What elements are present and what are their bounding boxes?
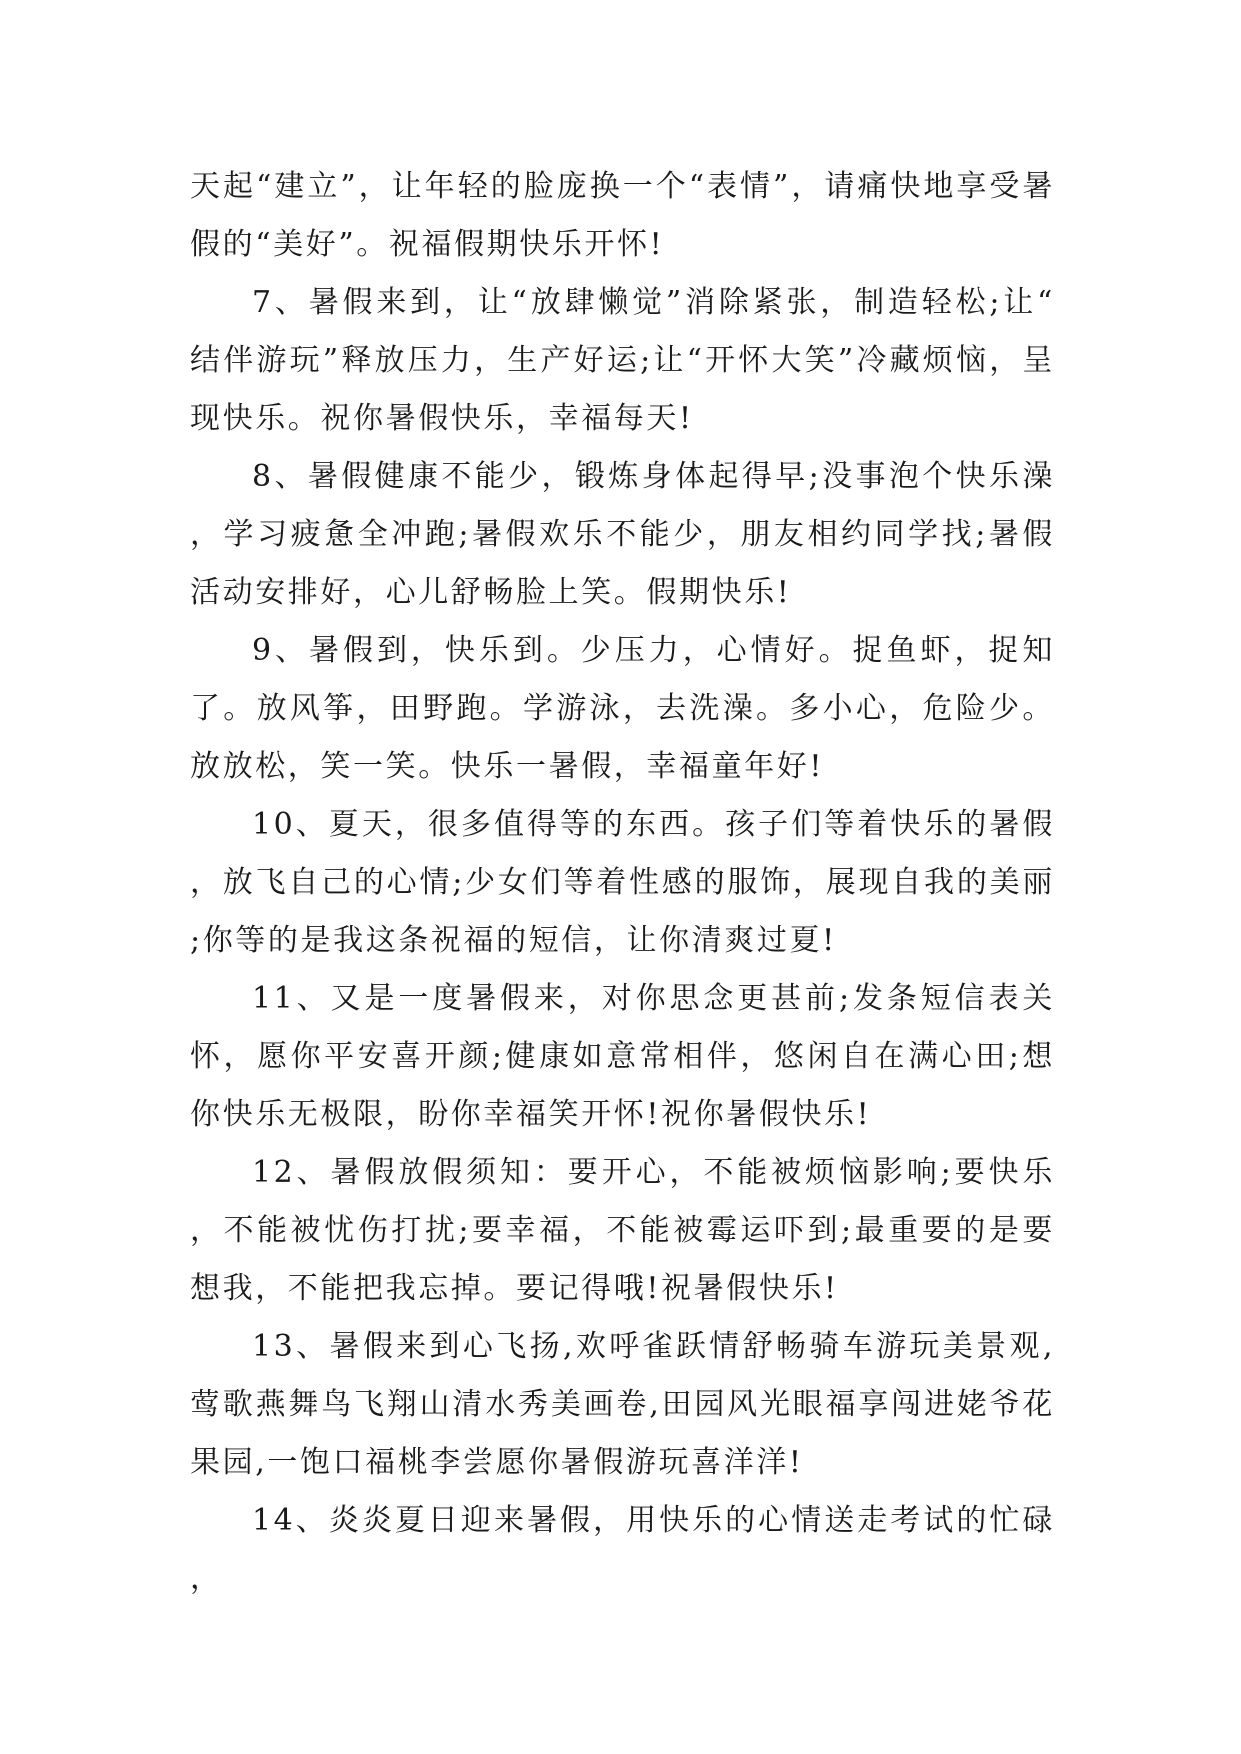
paragraph-item-12: 12、暑假放假须知：要开心，不能被烦恼影响;要快乐，不能被忧伤打扰;要幸福，不能被霉运吓到;最重要的是要想我，不能把我忘掉。要记得哦!祝暑假快乐! <box>190 1155 1055 1306</box>
paragraph-item-8: 8、暑假健康不能少，锻炼身体起得早;没事泡个快乐澡，学习疲惫全冲跑;暑假欢乐不能少，朋友相约同学找;暑假活动安排好，心儿舒畅脸上笑。假期快乐! <box>190 459 1055 610</box>
paragraph-item-10: 10、夏天，很多值得等的东西。孩子们等着快乐的暑假，放飞自己的心情;少女们等着性感的服饰，展现自我的美丽;你等的是我这条祝福的短信，让你清爽过夏! <box>190 807 1055 958</box>
paragraph-item-11: 11、又是一度暑假来，对你思念更甚前;发条短信表关怀，愿你平安喜开颜;健康如意常相伴，悠闲自在满心田;想你快乐无极限，盼你幸福笑开怀!祝你暑假快乐! <box>190 981 1055 1132</box>
paragraph-item-7: 7、暑假来到，让“放肆懒觉”消除紧张，制造轻松;让“结伴游玩”释放压力，生产好运;让“开怀大笑”冷藏烦恼，呈现快乐。祝你暑假快乐，幸福每天! <box>190 285 1055 436</box>
paragraph-continuation: 天起“建立”，让年轻的脸庞换一个“表情”，请痛快地享受暑假的“美好”。祝福假期快乐开怀! <box>190 169 1055 262</box>
paragraph-item-13: 13、暑假来到心飞扬,欢呼雀跃情舒畅骑车游玩美景观,莺歌燕舞鸟飞翔山清水秀美画卷,田园风光眼福享闯进姥爷花果园,一饱口福桃李尝愿你暑假游玩喜洋洋! <box>190 1329 1055 1480</box>
paragraph-item-9: 9、暑假到，快乐到。少压力，心情好。捉鱼虾，捉知了。放风筝，田野跑。学游泳，去洗澡。多小心，危险少。放放松，笑一笑。快乐一暑假，幸福童年好! <box>190 633 1055 784</box>
paragraph-item-14: 14、炎炎夏日迎来暑假，用快乐的心情送走考试的忙碌， <box>190 1503 1055 1596</box>
document-body <box>190 158 1055 1608</box>
